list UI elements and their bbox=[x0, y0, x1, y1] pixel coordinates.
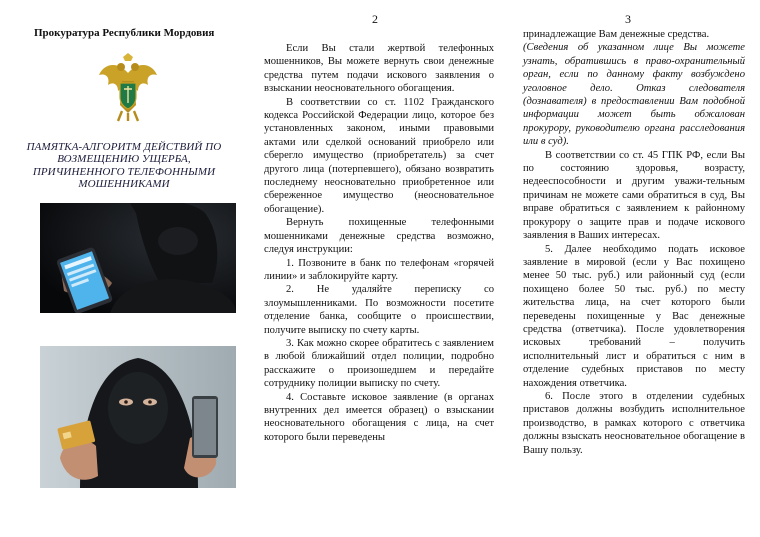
step-1-paragraph: 1. Позвоните в банк по телефонам «горячей линии» и заблокируйте карту. bbox=[264, 257, 494, 282]
civil-code-paragraph: В соответствии со ст. 1102 Гражданского кодекса Российской Федерации лицо, которое без установленных законом, иными правовыми актами или сделкой оснований приобрело или сберегло имущество (приобретатель) за счет другого лица (потерпевшего), обязано возвратить последнему неосновательно приобретенное или сбереженное имущество (неосновательное обогащение). bbox=[264, 96, 494, 215]
brochure-title-line: ПАМЯТКА-АЛГОРИТМ ДЕЙСТВИЙ ПО bbox=[26, 141, 222, 153]
organization-name: Прокуратура Республики Мордовия bbox=[34, 27, 215, 39]
step-2-paragraph: 2. Не удаляйте переписку со злоумышленниками. По возможности посетите отделение банка, сообщите о происшествии, получите выписку по счету карты. bbox=[264, 284, 494, 336]
page-3-column bbox=[515, 0, 745, 537]
step-4-continuation: принадлежащие Вам денежные средства. bbox=[523, 29, 710, 40]
front-cover-column bbox=[0, 0, 255, 537]
step-4-paragraph: 4. Составьте исковое заявление (в органах внутренних дел имеется образец) о взыскании неосновательного обогащения с лица, на счет которого были переведены bbox=[264, 391, 494, 443]
prosecutor-emblem-icon bbox=[96, 53, 160, 123]
hooded-man-smartphone-photo bbox=[40, 203, 236, 313]
brochure-title-line: ВОЗМЕЩЕНИЮ УЩЕРБА, bbox=[57, 153, 191, 166]
brochure-title bbox=[8, 141, 240, 190]
gpk-paragraph: В соответствии со ст. 45 ГПК РФ, если Вы по состоянию здоровья, возрасту, недееспособности и другим уважи-тельным причинам не можете сами обратиться в суд, Вы вправе обратиться с заявлением к районному прокурору о защите прав и подаче искового заявления в Ваших интересах. bbox=[523, 149, 745, 242]
intro-paragraph: Если Вы стали жертвой телефонных мошенников, Вы можете вернуть свои денежные средства путем подачи искового заявления о взыскании неосновательного обогащения. bbox=[264, 43, 494, 95]
step-6-paragraph: 6. После этого в отделении судебных приставов должны возбудить исполнительное производство, в рамках которого с ответчика должны взыскать неосновательное обогащение в Вашу пользу. bbox=[523, 390, 745, 456]
instruction-intro-paragraph: Вернуть похищенные телефонными мошенниками денежные средства возможно, следуя инструкции: bbox=[264, 217, 494, 256]
italic-note-paragraph: (Сведения об указанном лице Вы можете узнать, обратившись в право-охранительный орган, если по данному факту возбуждено уголовное дело. Отказ следователя (дознавателя) в предоставлении Вам подобной информации может быть обжалован прокурору, руководителю органа расследования или в суд). bbox=[523, 42, 745, 148]
page-number: 2 bbox=[372, 12, 378, 26]
masked-man-card-phone-photo bbox=[40, 346, 236, 488]
step-3-paragraph: 3. Как можно скорее обратитесь с заявлением в любой ближайший отдел полиции, подробно расскажите о произошедшем и передайте сотруднику полиции выписку по счету. bbox=[264, 337, 494, 390]
step-5-paragraph: 5. Далее необходимо подать исковое заявление в мировой (если у Вас похищено менее 50 тыс. руб.) или районный суд (если похищено более 50 тыс. руб.) по месту жительства лица, на счет которого были переведены похищенные у Вас денежные средства (ответчика). После удовлетворения исковых требований – получить исполнительный лист и обратиться с ним в отделение судебных приставов по месту нахождения ответчика. bbox=[523, 243, 745, 389]
page-2-text bbox=[264, 42, 494, 444]
page-number: 3 bbox=[625, 12, 631, 26]
page-2-column bbox=[258, 0, 498, 537]
brochure-title-line: МОШЕННИКАМИ bbox=[78, 177, 170, 190]
brochure-title-line: ПРИЧИНЕННОГО ТЕЛЕФОННЫМИ bbox=[32, 165, 216, 178]
page-3-text bbox=[523, 28, 745, 457]
